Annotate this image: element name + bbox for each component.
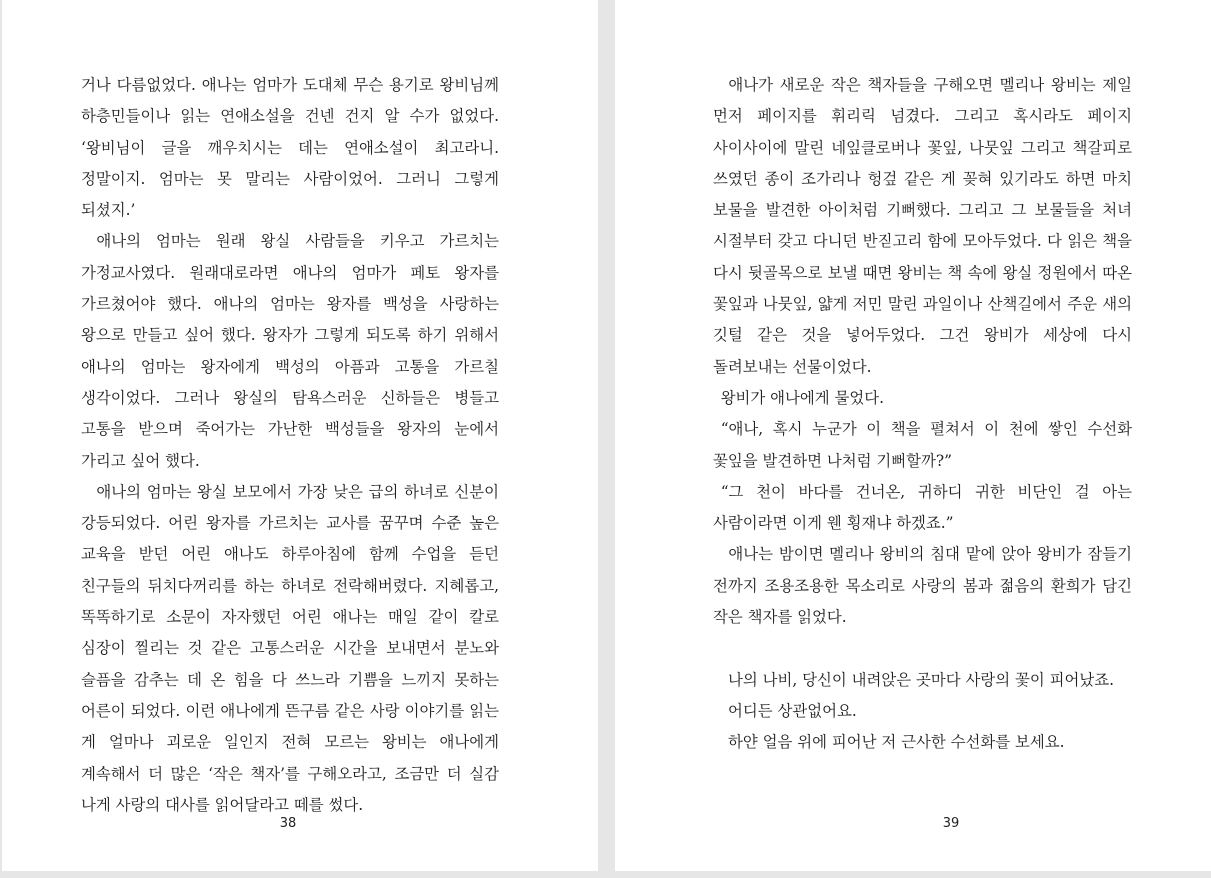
verse-line: 하얀 얼음 위에 피어난 저 근사한 수선화를 보세요. <box>728 733 1065 752</box>
right-page[interactable] <box>615 0 1211 871</box>
dialogue-paragraph: “애나, 혹시 누군가 이 책을 펼쳐서 이 천에 쌓인 수선화 꽃잎을 발견하면 나처럼 기뻐할까?” <box>713 420 1132 470</box>
verse-line: 나의 나비, 당신이 내려앉은 곳마다 사랑의 꽃이 피어났죠. <box>728 670 1114 689</box>
left-page[interactable] <box>2 0 598 871</box>
page-number: 39 <box>942 816 960 831</box>
paragraph: 거나 다름없었다. 애나는 엄마가 도대체 무슨 용기로 왕비님께 하층민들이나 읽는 연애소설을 건넨 건지 알 수가 없었다. ‘왕비님이 글을 깨우치시는 데는 연애소설이 최고라니. 정말이지. 엄마는 못 말리는 사람이었어. 그러니 그렇게 되셨지.’ <box>81 76 499 220</box>
verse-line: 어디든 상관없어요. <box>728 701 857 720</box>
right-page-text <box>713 70 1132 759</box>
paragraph: 애나가 새로운 작은 책자들을 구해오면 멜리나 왕비는 제일 먼저 페이지를 휘리릭 넘겼다. 그리고 혹시라도 페이지 사이사이에 말린 네잎클로버나 꽃잎, 나뭇잎 그리고 책갈피로 쓰였던 종이 조가리나 헝겊 같은 게 꽂혀 있기라도 하면 마치 보물을 발견한 아이처럼 기뻐했다. 그리고 그 보물들을 처녀 시절부터 갖고 다니던 반짇고리 함에 모아두었다. 다 읽은 책을 다시 뒷골목으로 보낼 때면 왕비는 책 속에 왕실 정원에서 따온 꽃잎과 나뭇잎, 얇게 저민 말린 과일이나 산책길에서 주운 새의 깃털 같은 것을 넣어두었다. 그건 왕비가 세상에 다시 돌려보내는 선물이었다. <box>713 76 1132 376</box>
paragraph: 애나의 엄마는 왕실 보모에서 가장 낮은 급의 하녀로 신분이 강등되었다. 어린 왕자를 가르치는 교사를 꿈꾸며 수준 높은 교육을 받던 어린 애나도 하루아침에 함께 수업을 듣던 친구들의 뒤치다꺼리를 하는 하녀로 전락해버렸다. 지혜롭고, 똑똑하기로 소문이 자자했던 어린 애나는 매일 같이 칼로 심장이 찔리는 것 같은 고통스러운 시간을 보내면서 분노와 슬픔을 감추는 데 온 힘을 다 쓰느라 기쁨을 느끼지 못하는 어른이 되었다. 이런 애나에게 뜬구름 같은 사랑 이야기를 읽는 게 얼마나 괴로운 일인지 전혀 모르는 왕비는 애나에게 계속해서 더 많은 ‘작은 책자’를 구해오라고, 조금만 더 실감 나게 사랑의 대사를 읽어달라고 떼를 썼다. <box>81 482 499 814</box>
paragraph: 왕비가 애나에게 물었다. <box>720 388 885 407</box>
blank-line <box>713 633 1132 664</box>
paragraph: 애나의 엄마는 원래 왕실 사람들을 키우고 가르치는 가정교사였다. 원래대로라면 애나의 엄마가 페토 왕자를 가르쳤어야 했다. 애나의 엄마는 왕자를 백성을 사랑하는 왕으로 만들고 싶어 했다. 왕자가 그렇게 되도록 하기 위해서 애나의 엄마는 왕자에게 백성의 아픔과 고통을 가르칠 생각이었다. 그러나 왕실의 탐욕스러운 신하들은 병들고 고통을 받으며 죽어가는 가난한 백성들을 왕자의 눈에서 가리고 싶어 했다. <box>81 232 499 470</box>
left-page-text <box>81 70 499 821</box>
page-number: 38 <box>279 816 297 831</box>
paragraph: 애나는 밤이면 멜리나 왕비의 침대 맡에 앉아 왕비가 잠들기 전까지 조용조용한 목소리로 사랑의 봄과 젊음의 환희가 담긴 작은 책자를 읽었다. <box>713 545 1132 627</box>
dialogue-paragraph: “그 천이 바다를 건너온, 귀하디 귀한 비단인 걸 아는 사람이라면 이게 웬 횡재냐 하겠죠.” <box>713 482 1132 533</box>
